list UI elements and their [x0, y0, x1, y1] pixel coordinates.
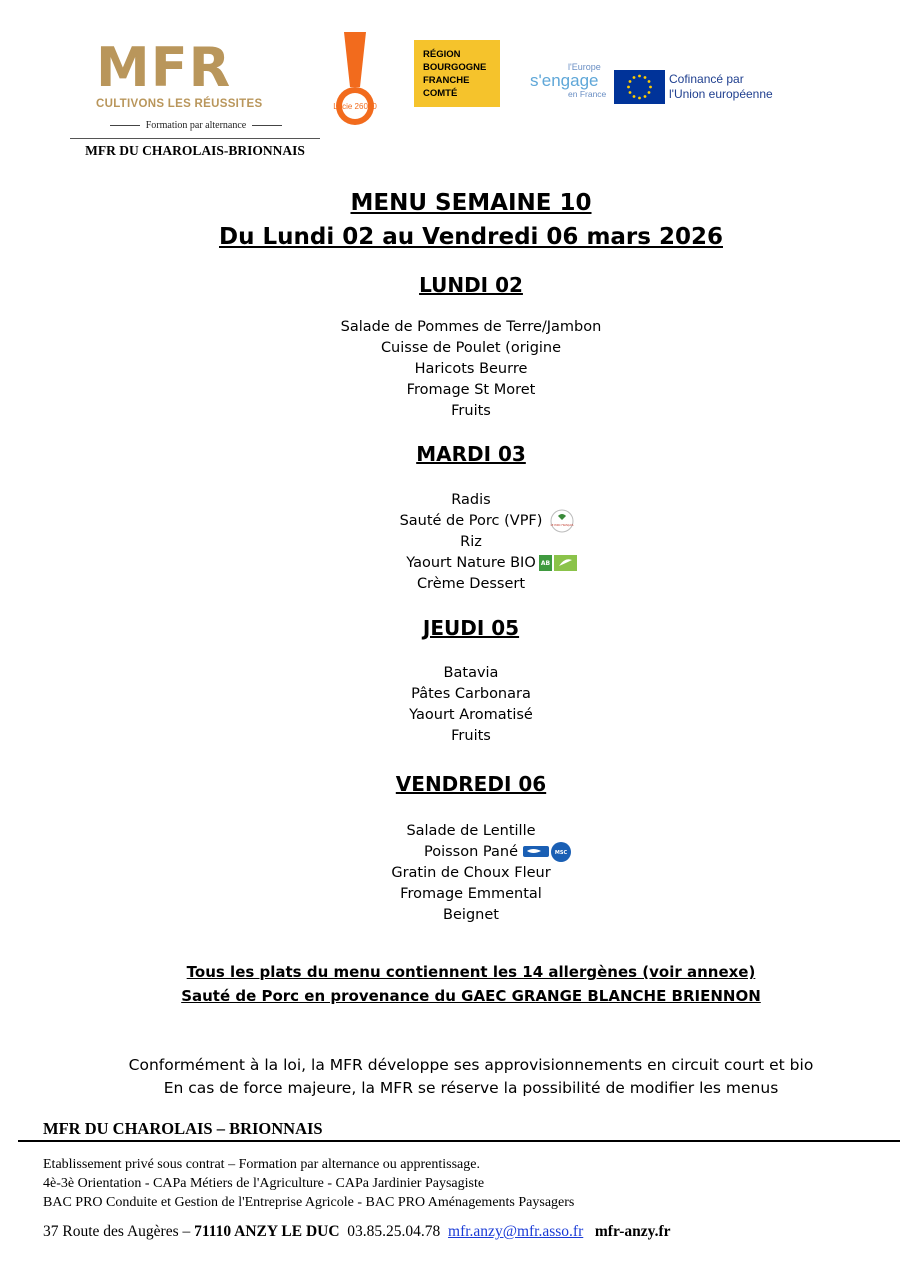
dish: Yaourt Nature BIO [406, 555, 536, 571]
porc-francais-badge-icon [550, 509, 574, 533]
footer-address: 37 Route des Augères – 71110 ANZY LE DUC 03.85.25.04.78 mfr.anzy@mfr.asso.fr mfr-anzy.fr [43, 1223, 671, 1240]
day-dishes-lundi [0, 317, 900, 422]
dish: Fromage Emmental [400, 886, 542, 902]
provenance-note: Sauté de Porc en provenance du GAEC GRANGE BLANCHE BRIENNON [181, 987, 761, 1005]
dish: Cuisse de Poulet (origine [380, 340, 562, 356]
header-divider [70, 138, 320, 139]
menu-date-range: Du Lundi 02 au Vendredi 06 mars 2026 [219, 224, 723, 250]
footer-line-1: Etablissement privé sous contrat – Formation par alternance ou apprentissage. [43, 1157, 480, 1172]
dish: Sauté de Porc (VPF) [399, 513, 543, 529]
msc-label-icon [523, 841, 571, 863]
bio-label-icon [539, 555, 577, 571]
mfr-logo [96, 38, 310, 131]
region-logo: RÉGION BOURGOGNE FRANCHE COMTÉ [414, 40, 500, 107]
day-heading-jeudi: JEUDI 05 [422, 616, 520, 640]
law-line-1: Conformément à la loi, la MFR développe ses approvisionnements en circuit court et bio [128, 1056, 814, 1074]
footer-divider [18, 1140, 900, 1142]
dish: Pâtes Carbonara [411, 686, 531, 702]
footer-line-3: BAC PRO Conduite et Gestion de l'Entreprise Agricole - BAC PRO Aménagements Paysagers [43, 1195, 575, 1210]
dish: Gratin de Choux Fleur [391, 865, 551, 881]
dish: Crème Dessert [416, 576, 526, 592]
mfr-formation: Formation par alternance [96, 120, 296, 131]
lucie-label: Lucie 26000 [333, 102, 377, 111]
day-heading-lundi: LUNDI 02 [419, 273, 523, 297]
dish: Fruits [451, 728, 491, 744]
svg-text:LE PORC FRANÇAIS: LE PORC FRANÇAIS [551, 524, 574, 527]
dish: Beignet [443, 907, 499, 923]
dish: Haricots Beurre [414, 361, 528, 377]
mfr-name: MFR DU CHAROLAIS-BRIONNAIS [85, 143, 305, 158]
europe-engage-logo: l'Europe s'engage en France [530, 62, 607, 99]
menu-title: MENU SEMAINE 10 [350, 190, 592, 216]
allergens-note: Tous les plats du menu contiennent les 14 allergènes (voir annexe) [186, 963, 756, 981]
svg-text:AB: AB [540, 560, 550, 567]
day-heading-mardi: MARDI 03 [416, 442, 526, 466]
footer-phone: 03.85.25.04.78 [347, 1223, 441, 1240]
dish: Poisson Pané [424, 844, 518, 860]
dish: Salade de Pommes de Terre/Jambon [340, 319, 602, 335]
footer-line-2: 4è-3è Orientation - CAPa Métiers de l'Agriculture - CAPa Jardinier Paysagiste [43, 1176, 485, 1191]
footer-school-name: MFR DU CHAROLAIS – BRIONNAIS [43, 1119, 323, 1138]
dish: Riz [460, 534, 482, 550]
mfr-logo-text: MFR [96, 36, 232, 99]
dish: Salade de Lentille [406, 823, 536, 839]
dish: Fromage St Moret [406, 382, 536, 398]
day-heading-vendredi: VENDREDI 06 [395, 772, 547, 796]
law-line-2: En cas de force majeure, la MFR se réserve la possibilité de modifier les menus [163, 1079, 779, 1097]
eu-flag-icon [614, 70, 665, 104]
dish: Fruits [451, 403, 491, 419]
dish: Batavia [443, 665, 499, 681]
dish: Yaourt Aromatisé [409, 707, 533, 723]
eu-cofinance-text: Cofinancé par l'Union européenne [669, 72, 773, 101]
svg-text:MSC: MSC [554, 850, 568, 856]
day-dishes-jeudi [0, 663, 900, 747]
day-dishes-mardi [0, 490, 900, 595]
mfr-slogan: CULTIVONS LES RÉUSSITES [96, 98, 263, 110]
lucie-logo [330, 32, 380, 127]
footer-email-link[interactable]: mfr.anzy@mfr.asso.fr [448, 1223, 584, 1240]
dish: Radis [451, 492, 491, 508]
footer-website[interactable]: mfr-anzy.fr [594, 1223, 671, 1240]
footer-city: 71110 ANZY LE DUC [194, 1223, 340, 1240]
day-dishes-vendredi [0, 821, 900, 926]
